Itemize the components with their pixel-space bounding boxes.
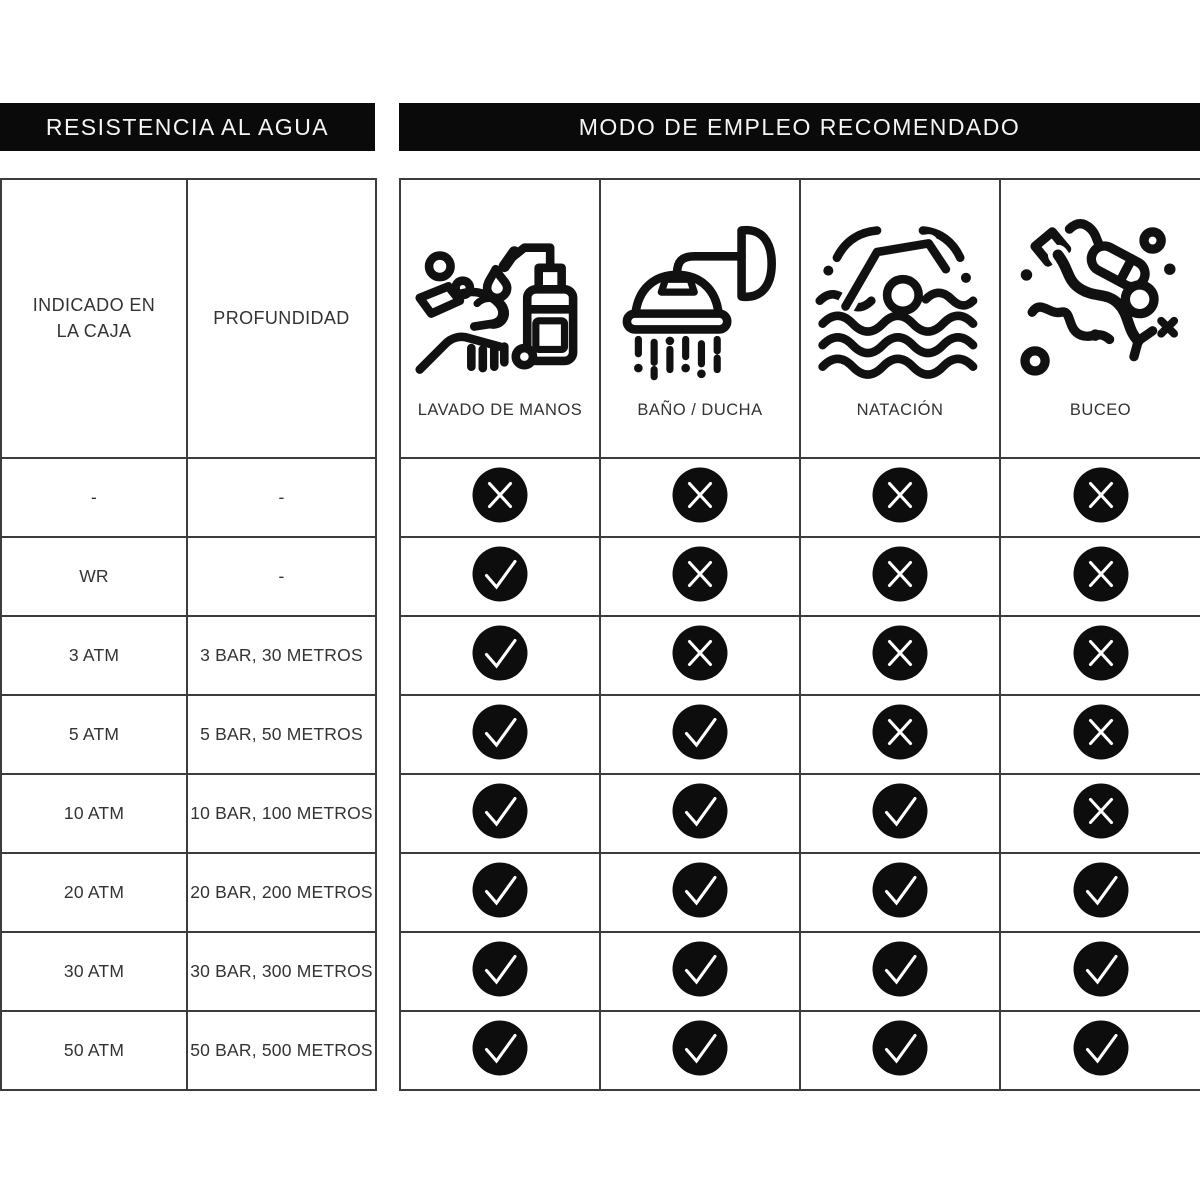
- check-icon: [472, 1020, 528, 1076]
- usage-mark: [1073, 546, 1129, 602]
- table-header-row: [400, 179, 1200, 458]
- usage-mark: [872, 1020, 928, 1076]
- check-icon: [672, 1020, 728, 1076]
- profundidad-value: 50 BAR, 500 METROS: [187, 1011, 376, 1090]
- activity-header-hand-washing: [401, 202, 599, 436]
- table-row: [400, 616, 1200, 695]
- column-header-profundidad: PROFUNDIDAD: [187, 179, 376, 458]
- caja-value: 10 ATM: [1, 774, 187, 853]
- usage-mark: [872, 704, 928, 760]
- x-icon: [872, 625, 928, 681]
- x-icon: [1073, 783, 1129, 839]
- usage-mark: [872, 467, 928, 523]
- right-section-title: MODO DE EMPLEO RECOMENDADO: [399, 103, 1200, 151]
- profundidad-value: 30 BAR, 300 METROS: [187, 932, 376, 1011]
- check-icon: [1073, 862, 1129, 918]
- usage-mark: [672, 783, 728, 839]
- usage-mark: [872, 941, 928, 997]
- caja-value: 20 ATM: [1, 853, 187, 932]
- x-icon: [1073, 625, 1129, 681]
- check-icon: [872, 783, 928, 839]
- usage-mark: [472, 783, 528, 839]
- usage-mark: [1073, 625, 1129, 681]
- table-row: [400, 537, 1200, 616]
- column-header-caja: INDICADO EN LA CAJA: [1, 179, 187, 458]
- usage-mark: [472, 941, 528, 997]
- activity-header-swimming: [801, 202, 999, 436]
- usage-mark: [872, 862, 928, 918]
- table-row: [400, 1011, 1200, 1090]
- x-icon: [1073, 546, 1129, 602]
- x-icon: [672, 625, 728, 681]
- usage-mark: [472, 625, 528, 681]
- table-row: [1, 1011, 376, 1090]
- usage-mark: [1073, 467, 1129, 523]
- check-icon: [472, 783, 528, 839]
- check-icon: [872, 941, 928, 997]
- usage-mark: [472, 546, 528, 602]
- table-row: [400, 695, 1200, 774]
- shower-icon: [614, 202, 786, 388]
- x-icon: [1073, 467, 1129, 523]
- usage-mark: [672, 704, 728, 760]
- usage-mark: [472, 1020, 528, 1076]
- usage-mark: [672, 546, 728, 602]
- check-icon: [472, 862, 528, 918]
- usage-mark: [672, 941, 728, 997]
- x-icon: [1073, 704, 1129, 760]
- table-row: [400, 853, 1200, 932]
- x-icon: [872, 467, 928, 523]
- activity-label: BUCEO: [1069, 400, 1132, 419]
- table-row: [400, 774, 1200, 853]
- swimming-icon: [814, 202, 986, 388]
- profundidad-value: -: [187, 458, 376, 537]
- x-icon: [872, 704, 928, 760]
- usage-mark: [472, 704, 528, 760]
- usage-mark: [672, 862, 728, 918]
- check-icon: [1073, 1020, 1129, 1076]
- usage-mark: [872, 783, 928, 839]
- caja-value: 3 ATM: [1, 616, 187, 695]
- usage-mark: [472, 862, 528, 918]
- usage-mark: [1073, 1020, 1129, 1076]
- profundidad-value: 10 BAR, 100 METROS: [187, 774, 376, 853]
- table-row: [1, 458, 376, 537]
- caja-value: 30 ATM: [1, 932, 187, 1011]
- table-row: [400, 932, 1200, 1011]
- usage-mark: [672, 467, 728, 523]
- x-icon: [672, 467, 728, 523]
- usage-mark: [672, 1020, 728, 1076]
- table-row: [1, 537, 376, 616]
- usage-mark: [472, 467, 528, 523]
- usage-mark: [1073, 783, 1129, 839]
- left-section-title: RESISTENCIA AL AGUA: [0, 103, 375, 151]
- profundidad-value: 3 BAR, 30 METROS: [187, 616, 376, 695]
- scuba-diving-icon: [1015, 202, 1187, 388]
- usage-mark: [872, 625, 928, 681]
- activity-label: BAÑO / DUCHA: [637, 400, 763, 419]
- check-icon: [472, 625, 528, 681]
- activity-header-shower: [601, 202, 799, 436]
- activity-header-diving: [1001, 202, 1200, 436]
- usage-mark: [1073, 862, 1129, 918]
- table-row: [400, 458, 1200, 537]
- usage-mark: [672, 625, 728, 681]
- table-row: [1, 695, 376, 774]
- activity-label: LAVADO DE MANOS: [417, 400, 583, 419]
- caja-value: WR: [1, 537, 187, 616]
- caja-value: -: [1, 458, 187, 537]
- caja-value: 5 ATM: [1, 695, 187, 774]
- hand-washing-icon: [414, 202, 586, 388]
- profundidad-value: 5 BAR, 50 METROS: [187, 695, 376, 774]
- table-row: [1, 853, 376, 932]
- check-icon: [872, 862, 928, 918]
- table-header-row: [1, 179, 376, 458]
- check-icon: [672, 862, 728, 918]
- resistance-table: [0, 178, 377, 1091]
- check-icon: [872, 1020, 928, 1076]
- check-icon: [672, 783, 728, 839]
- table-row: [1, 932, 376, 1011]
- usage-mark: [1073, 704, 1129, 760]
- caja-value: 50 ATM: [1, 1011, 187, 1090]
- x-icon: [472, 467, 528, 523]
- table-row: [1, 774, 376, 853]
- x-icon: [672, 546, 728, 602]
- check-icon: [1073, 941, 1129, 997]
- usage-mark: [872, 546, 928, 602]
- profundidad-value: -: [187, 537, 376, 616]
- profundidad-value: 20 BAR, 200 METROS: [187, 853, 376, 932]
- check-icon: [472, 546, 528, 602]
- usage-mark: [1073, 941, 1129, 997]
- check-icon: [472, 704, 528, 760]
- table-row: [1, 616, 376, 695]
- usage-table: [399, 178, 1200, 1091]
- activity-label: NATACIÓN: [856, 400, 944, 419]
- check-icon: [472, 941, 528, 997]
- check-icon: [672, 704, 728, 760]
- x-icon: [872, 546, 928, 602]
- check-icon: [672, 941, 728, 997]
